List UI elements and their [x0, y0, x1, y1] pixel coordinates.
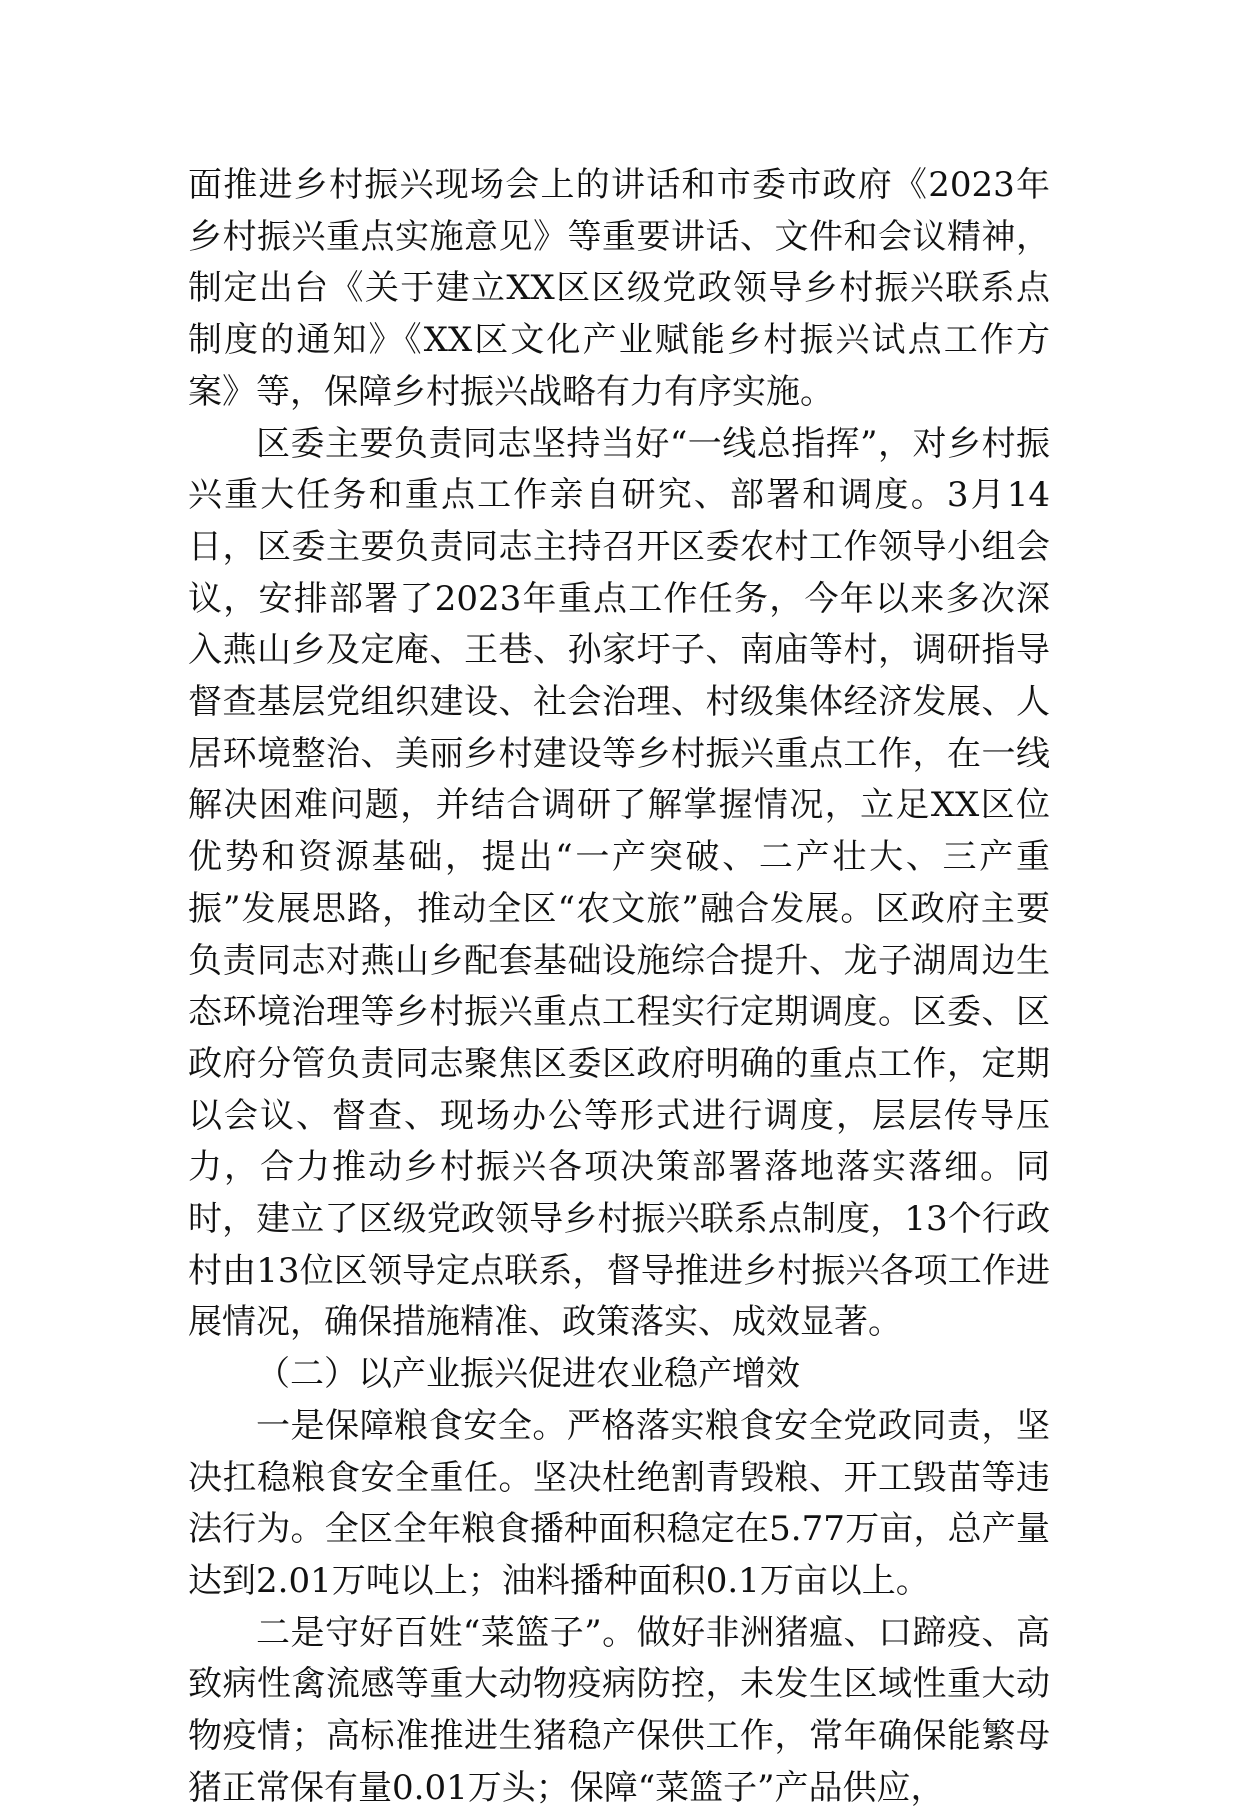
- paragraph-continuation: 面推进乡村振兴现场会上的讲话和市委市政府《2023年乡村振兴重点实施意见》等重要讲话、文件和会议精神，制定出台《关于建立XX区区级党政领导乡村振兴联系点制度的通知》《XX区文化产业赋能乡村振兴试点工作方案》等，保障乡村振兴战略有力有序实施。: [188, 165, 1050, 412]
- paragraph-food-security: 一是保障粮食安全。严格落实粮食安全党政同责，坚决扛稳粮食安全重任。坚决杜绝割青毁粮、开工毁苗等违法行为。全区全年粮食播种面积稳定在5.77万亩，总产量达到2.01万吨以上；油料播种面积0.1万亩以上。: [188, 1405, 1050, 1601]
- paragraph-leadership: 区委主要负责同志坚持当好“一线总指挥”，对乡村振兴重大任务和重点工作亲自研究、部署和调度。3月14日，区委主要负责同志主持召开区委农村工作领导小组会议，安排部署了2023年重点工作任务，今年以来多次深入燕山乡及定庵、王巷、孙家圩子、南庙等村，调研指导督查基层党组织建设、社会治理、村级集体经济发展、人居环境整治、美丽乡村建设等乡村振兴重点工作，在一线解决困难问题，并结合调研了解掌握情况，立足XX区位优势和资源基础，提出“一产突破、二产壮大、三产重振”发展思路，推动全区“农文旅”融合发展。区政府主要负责同志对燕山乡配套基础设施综合提升、龙子湖周边生态环境治理等乡村振兴重点工程实行定期调度。区委、区政府分管负责同志聚焦区委区政府明确的重点工作，定期以会议、督查、现场办公等形式进行调度，层层传导压力，合力推动乡村振兴各项决策部署落地落实落细。同时，建立了区级党政领导乡村振兴联系点制度，13个行政村由13位区领导定点联系，督导推进乡村振兴各项工作进展情况，确保措施精准、政策落实、成效显著。: [188, 423, 1050, 1343]
- section-heading: （二）以产业振兴促进农业稳产增效: [256, 1354, 800, 1395]
- document-body: [188, 160, 1050, 1815]
- paragraph-vegetable-basket: 二是守好百姓“菜篮子”。做好非洲猪瘟、口蹄疫、高致病性禽流感等重大动物疫病防控，未发生区域性重大动物疫情；高标准推进生猪稳产保供工作，常年确保能繁母猪正常保有量0.01万头；保障“菜篮子”产品供应，: [188, 1612, 1050, 1808]
